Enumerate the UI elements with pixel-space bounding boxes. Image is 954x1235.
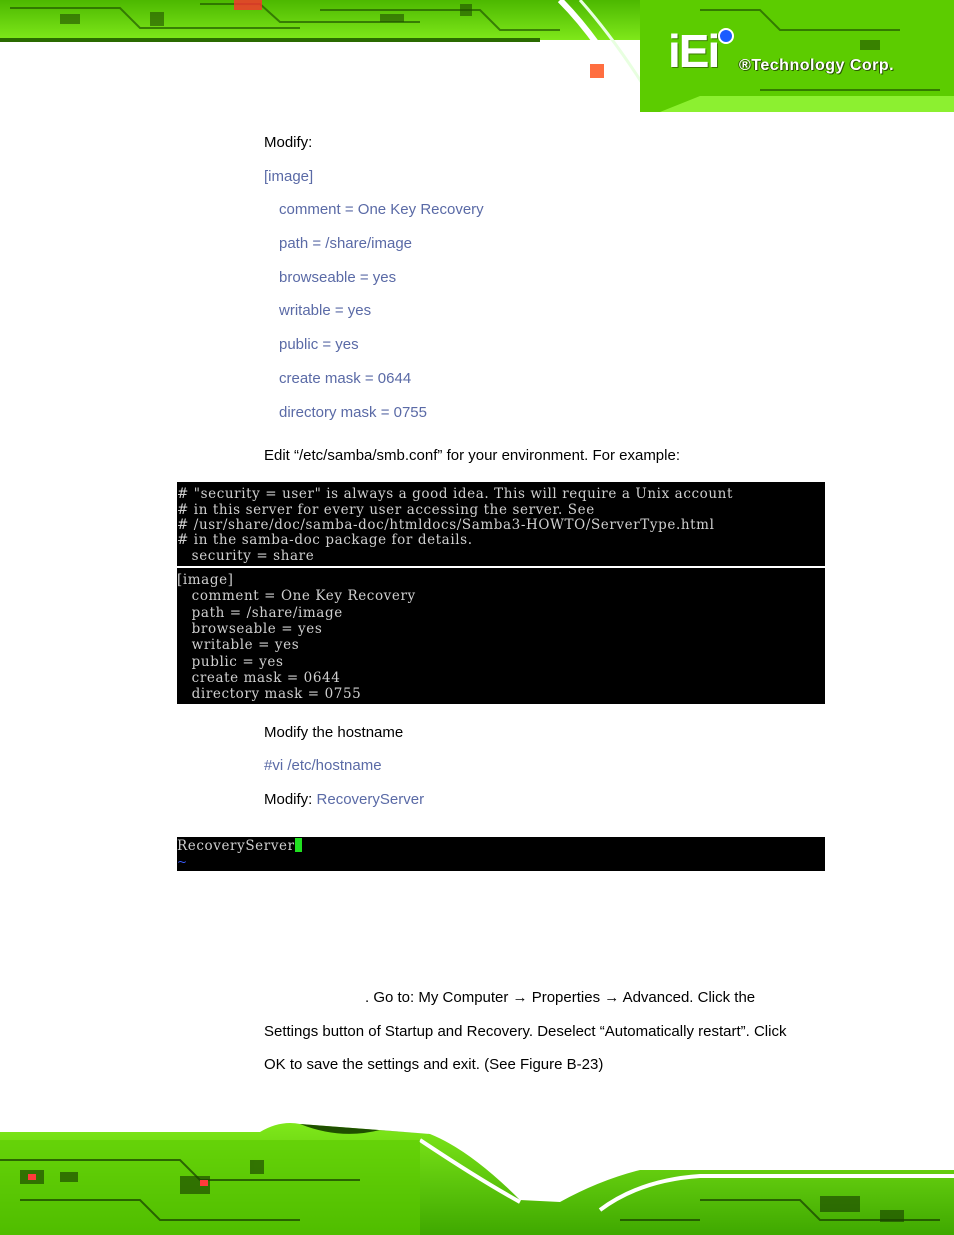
- hostname-value: RecoveryServer: [316, 791, 425, 808]
- terminal-line: [image]: [177, 572, 234, 588]
- terminal-line: # "security = user" is always a good idea. This will require a Unix account: [177, 486, 733, 502]
- hostname-modify-line: [264, 791, 424, 809]
- edit-instruction: Edit “/etc/samba/smb.conf” for your environment. For example:: [264, 447, 680, 464]
- terminal-screenshot-smb-image: [177, 568, 825, 704]
- terminal-screenshot-hostname: [177, 837, 825, 871]
- config-line: public = yes: [279, 336, 359, 353]
- config-line: path = /share/image: [279, 235, 413, 252]
- terminal-line: create mask = 0644: [177, 670, 341, 686]
- header-pcb-banner: [0, 0, 954, 112]
- terminal-line: path = /share/image: [177, 605, 343, 621]
- terminal-line: public = yes: [177, 654, 284, 670]
- footer-pcb-banner: [0, 1120, 954, 1235]
- config-line: directory mask = 0755: [279, 404, 427, 421]
- terminal-line: security = share: [177, 548, 315, 564]
- terminal-line: # in this server for every user accessing the server. See: [177, 502, 595, 518]
- terminal-line: # in the samba-doc package for details.: [177, 532, 473, 548]
- paragraph-line: . Go to: My Computer → Properties → Advanced. Click the: [365, 989, 756, 1006]
- terminal-line: browseable = yes: [177, 621, 323, 637]
- config-section-header: [image]: [264, 168, 314, 185]
- config-line: browseable = yes: [279, 269, 397, 286]
- config-line: writable = yes: [279, 302, 372, 319]
- terminal-line: # /usr/share/doc/samba-doc/htmldocs/Samba3-HOWTO/ServerType.html: [177, 517, 715, 533]
- hostname-heading: Modify the hostname: [264, 724, 404, 741]
- terminal-line: directory mask = 0755: [177, 686, 362, 702]
- paragraph-line: Settings button of Startup and Recovery. Deselect “Automatically restart”. Click: [264, 1023, 787, 1040]
- terminal-hostname-text: RecoveryServer: [177, 838, 295, 854]
- terminal-line: [177, 838, 302, 854]
- hostname-command: #vi /etc/hostname: [264, 757, 382, 774]
- hostname-modify-label: Modify:: [264, 791, 313, 808]
- terminal-line: writable = yes: [177, 637, 300, 653]
- terminal-screenshot-smb-comments: [177, 482, 825, 566]
- company-tagline: ®Technology Corp.: [739, 57, 895, 74]
- terminal-tilde: ~: [177, 855, 188, 869]
- modify-label: Modify:: [264, 134, 313, 151]
- config-line: create mask = 0644: [279, 370, 412, 387]
- logo-dot-icon: [718, 28, 734, 44]
- terminal-cursor: [295, 838, 302, 852]
- paragraph-line: OK to save the settings and exit. (See Figure B-23): [264, 1056, 604, 1073]
- config-line: comment = One Key Recovery: [279, 201, 484, 218]
- iei-logo: iEi: [668, 25, 719, 77]
- terminal-line: comment = One Key Recovery: [177, 588, 416, 604]
